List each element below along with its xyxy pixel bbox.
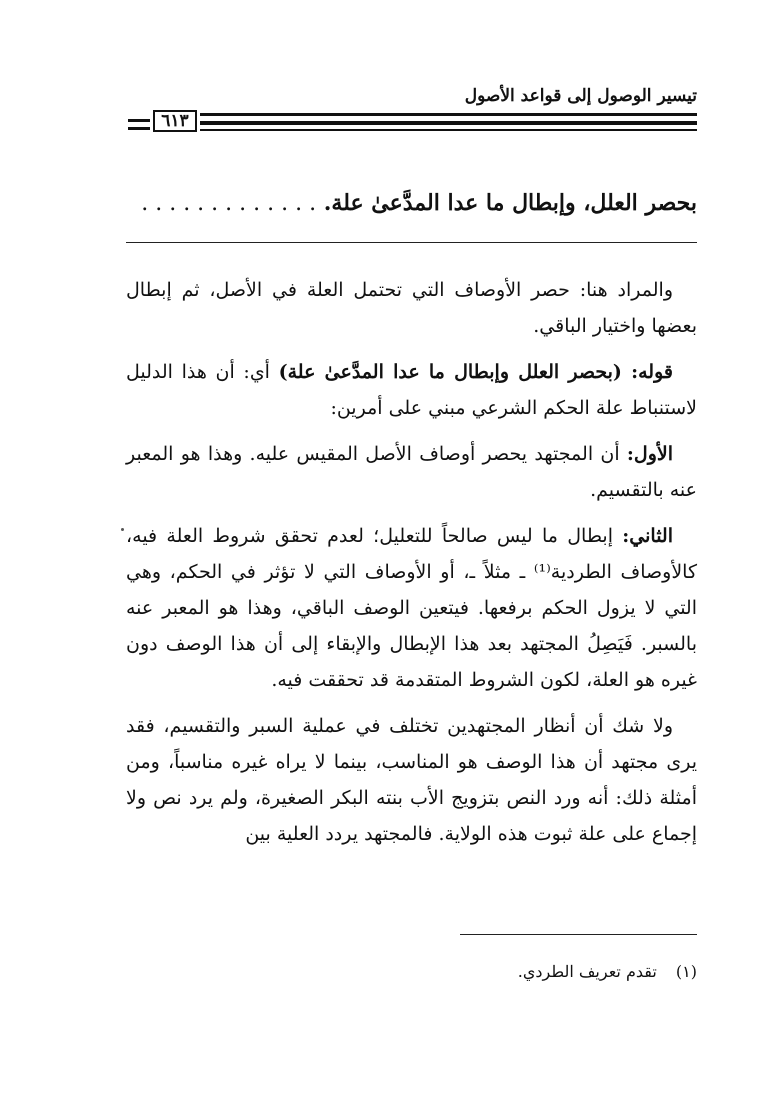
footnote-text: تقدم تعريف الطردي.: [517, 962, 657, 981]
paragraph-lead: الأول:: [626, 443, 673, 465]
body-text: [126, 272, 697, 862]
paragraph: [126, 436, 697, 508]
paragraph-lead: قوله: (بحصر العلل وإبطال ما عدا المدَّعىٰ علة): [278, 361, 673, 383]
paragraph-text: ولا شك أن أنظار المجتهدين تختلف في عملية السبر والتقسيم، فقد يرى مجتهد أن هذا الوصف هو المناسب، بينما لا يراه غيره مناسباً، ومن أمثلة ذلك: أنه ورد النص بتزويج الأب بنته البكر الصغيرة، ولم يرد نص ولا إجماع على علة ثبوت هذه الولاية. فالمجتهد يردد العلية بين: [126, 715, 697, 845]
footnote: [126, 958, 697, 986]
section-title-text: بحصر العلل، وإبطال ما عدا المدَّعىٰ علة.: [323, 190, 697, 216]
paragraph: [126, 354, 697, 426]
header-rule: [200, 129, 697, 131]
paragraph: [126, 272, 697, 344]
footnote-number: (١): [675, 962, 697, 981]
section-title: [126, 190, 697, 216]
header-rule: [200, 121, 697, 125]
running-title: تيسير الوصول إلى قواعد الأصول: [464, 86, 697, 106]
header-rule-left: [128, 119, 150, 122]
footnote-rule: [460, 934, 697, 935]
header-rule: [200, 113, 697, 116]
scan-speck: [121, 528, 124, 531]
paragraph-text: أي: أن هذا الدليل لاستنباط علة الحكم الشرعي مبني على أمرين:: [126, 361, 697, 419]
paragraph: [126, 518, 697, 698]
paragraph-text: إبطال ما ليس صالحاً للتعليل؛ لعدم تحقق شروط العلة فيه، كالأوصاف الطردية⁽¹⁾ ـ مثلاً ـ، أو الأوصاف التي لا تؤثر في الحكم، وهي التي لا يزول الحكم برفعها. فيتعين الوصف الباقي، وهذا هو المعبر عنه بالسبر. فَيَصِلُ المجتهد بعد هذا الإبطال والإبقاء إلى أن هذا الوصف دون غيره هو العلة، لكون الشروط المتقدمة قد تحققت فيه.: [126, 525, 697, 691]
paragraph-text: أن المجتهد يحصر أوصاف الأصل المقيس عليه. وهذا هو المعبر عنه بالتقسيم.: [126, 443, 697, 501]
title-leader-dots: . . . . . . . . . . . . .: [141, 191, 317, 216]
paragraph-lead: الثاني:: [622, 525, 673, 547]
title-rule: [126, 242, 697, 243]
paragraph: [126, 708, 697, 852]
page-number: ٦١٣: [153, 110, 197, 132]
paragraph-text: والمراد هنا: حصر الأوصاف التي تحتمل العلة في الأصل، ثم إبطال بعضها واختيار الباقي.: [126, 279, 697, 337]
header-rule-left: [128, 127, 150, 130]
